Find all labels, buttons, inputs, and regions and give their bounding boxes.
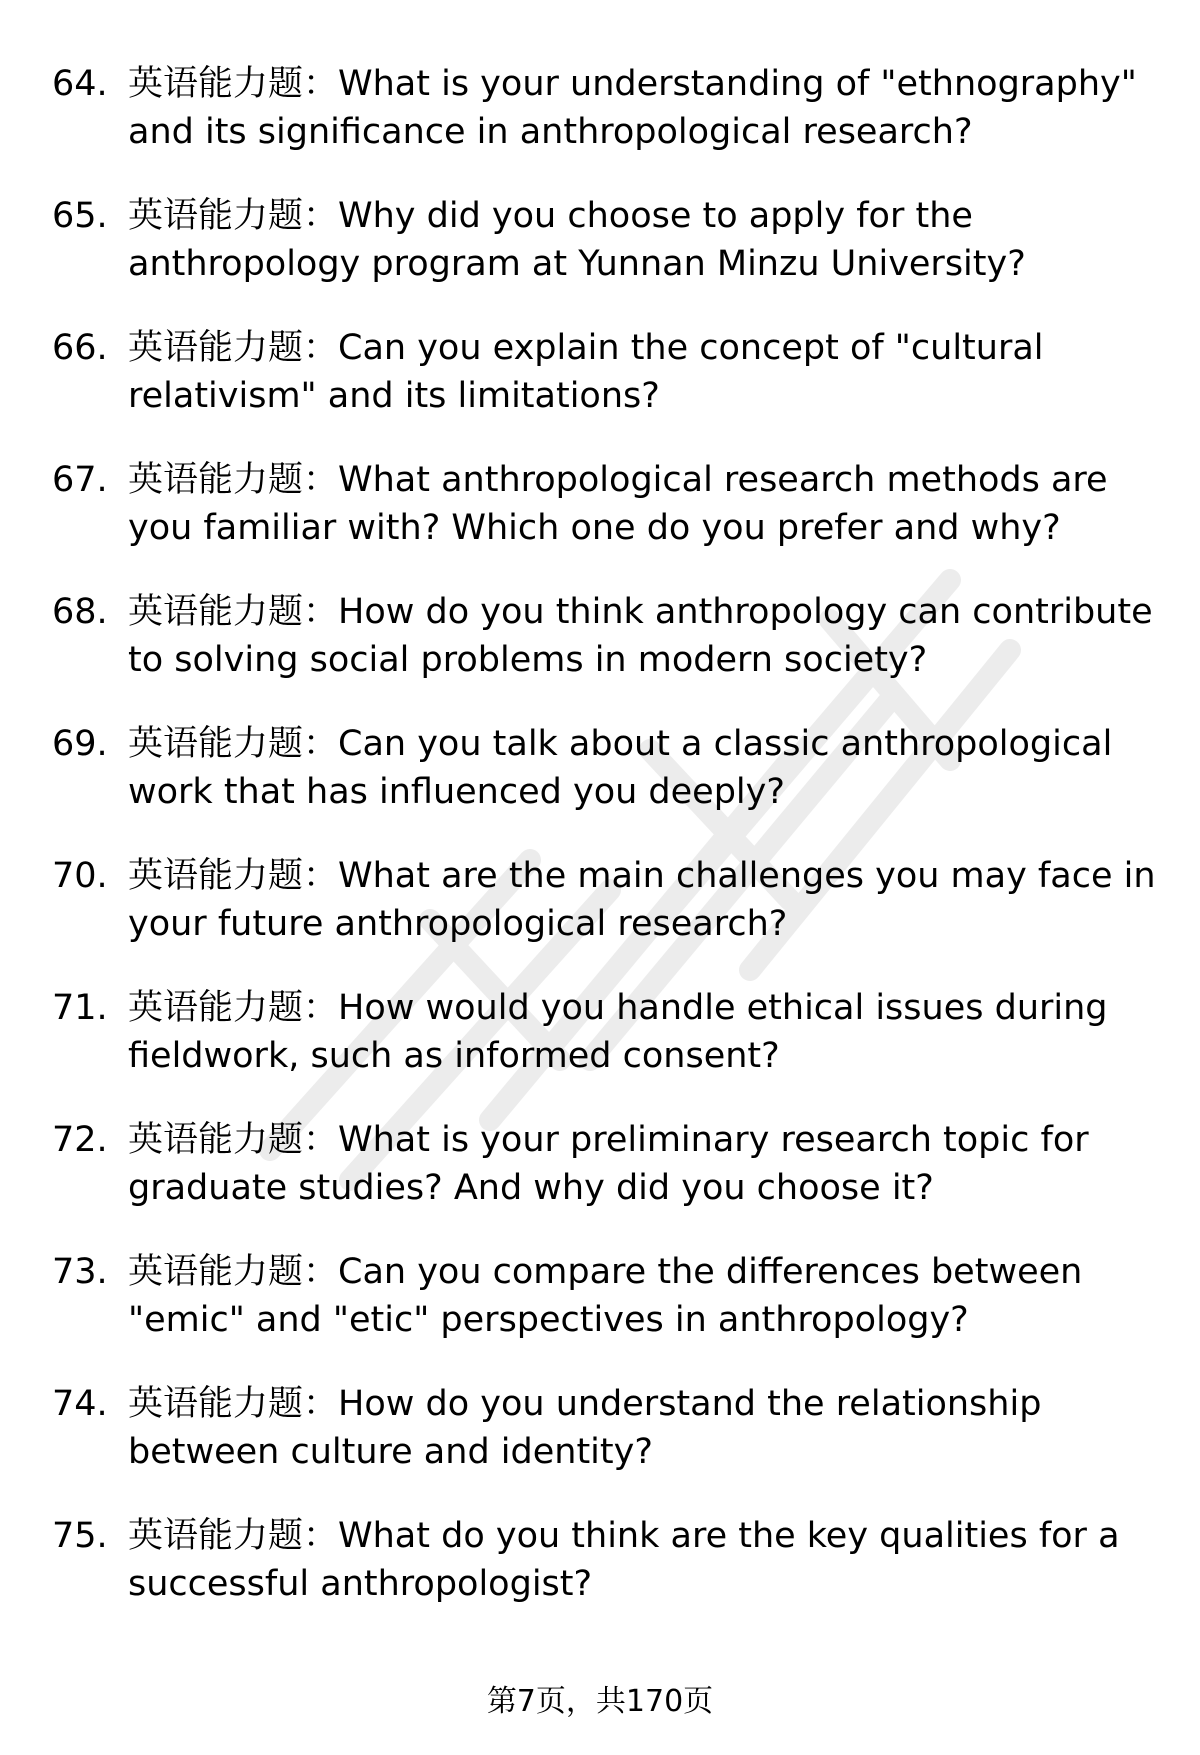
question-text xyxy=(128,720,1162,816)
question-item xyxy=(52,1248,1162,1344)
question-body: What is your understanding of "ethnography" and its significance in anthropological research? xyxy=(128,64,1137,152)
page-footer xyxy=(0,1682,1200,1722)
question-body: How do you understand the relationship between culture and identity? xyxy=(128,1384,1042,1472)
question-body: How do you think anthropology can contribute to solving social problems in modern society? xyxy=(128,592,1153,680)
question-text xyxy=(128,456,1162,552)
question-item xyxy=(52,588,1162,684)
question-item xyxy=(52,984,1162,1080)
question-item xyxy=(52,852,1162,948)
question-text xyxy=(128,1116,1162,1212)
question-text xyxy=(128,588,1162,684)
question-number: 64. xyxy=(52,64,108,104)
question-number: 72. xyxy=(52,1120,108,1160)
question-category-prefix: 英语能力题： xyxy=(128,328,339,368)
question-category-prefix: 英语能力题： xyxy=(128,724,339,764)
question-item xyxy=(52,1116,1162,1212)
question-number: 73. xyxy=(52,1252,108,1292)
question-text xyxy=(128,324,1162,420)
page-number-label: 第7页，共170页 xyxy=(486,1684,714,1719)
question-number: 75. xyxy=(52,1516,108,1556)
question-number: 67. xyxy=(52,460,108,500)
question-body: Why did you choose to apply for the anthropology program at Yunnan Minzu University? xyxy=(128,196,1026,284)
question-category-prefix: 英语能力题： xyxy=(128,460,339,500)
question-item xyxy=(52,1380,1162,1476)
question-body: Can you talk about a classic anthropological work that has influenced you deeply? xyxy=(128,724,1113,812)
question-item xyxy=(52,324,1162,420)
question-text xyxy=(128,1248,1162,1344)
question-category-prefix: 英语能力题： xyxy=(128,1120,339,1160)
question-body: What do you think are the key qualities for a successful anthropologist? xyxy=(128,1516,1120,1604)
question-number: 65. xyxy=(52,196,108,236)
question-number: 71. xyxy=(52,988,108,1028)
question-number: 74. xyxy=(52,1384,108,1424)
question-body: How would you handle ethical issues during fieldwork, such as informed consent? xyxy=(128,988,1108,1076)
question-body: Can you explain the concept of "cultural relativism" and its limitations? xyxy=(128,328,1044,416)
question-category-prefix: 英语能力题： xyxy=(128,64,339,104)
question-body: What is your preliminary research topic for graduate studies? And why did you choose it? xyxy=(128,1120,1089,1208)
question-number: 68. xyxy=(52,592,108,632)
question-number: 69. xyxy=(52,724,108,764)
question-number: 70. xyxy=(52,856,108,896)
question-text xyxy=(128,1512,1162,1608)
question-category-prefix: 英语能力题： xyxy=(128,988,339,1028)
question-category-prefix: 英语能力题： xyxy=(128,592,339,632)
question-number: 66. xyxy=(52,328,108,368)
question-item xyxy=(52,456,1162,552)
question-list xyxy=(52,60,1162,1644)
question-category-prefix: 英语能力题： xyxy=(128,196,339,236)
question-category-prefix: 英语能力题： xyxy=(128,1516,339,1556)
question-category-prefix: 英语能力题： xyxy=(128,856,339,896)
question-text xyxy=(128,1380,1162,1476)
question-item xyxy=(52,1512,1162,1608)
question-text xyxy=(128,852,1162,948)
question-body: What anthropological research methods are you familiar with? Which one do you prefer and why? xyxy=(128,460,1108,548)
question-text xyxy=(128,984,1162,1080)
question-text xyxy=(128,192,1162,288)
question-category-prefix: 英语能力题： xyxy=(128,1384,339,1424)
question-body: Can you compare the differences between "emic" and "etic" perspectives in anthropology? xyxy=(128,1252,1083,1340)
question-item xyxy=(52,720,1162,816)
question-body: What are the main challenges you may face in your future anthropological research? xyxy=(128,856,1156,944)
question-category-prefix: 英语能力题： xyxy=(128,1252,339,1292)
question-item xyxy=(52,192,1162,288)
question-item xyxy=(52,60,1162,156)
question-text xyxy=(128,60,1162,156)
